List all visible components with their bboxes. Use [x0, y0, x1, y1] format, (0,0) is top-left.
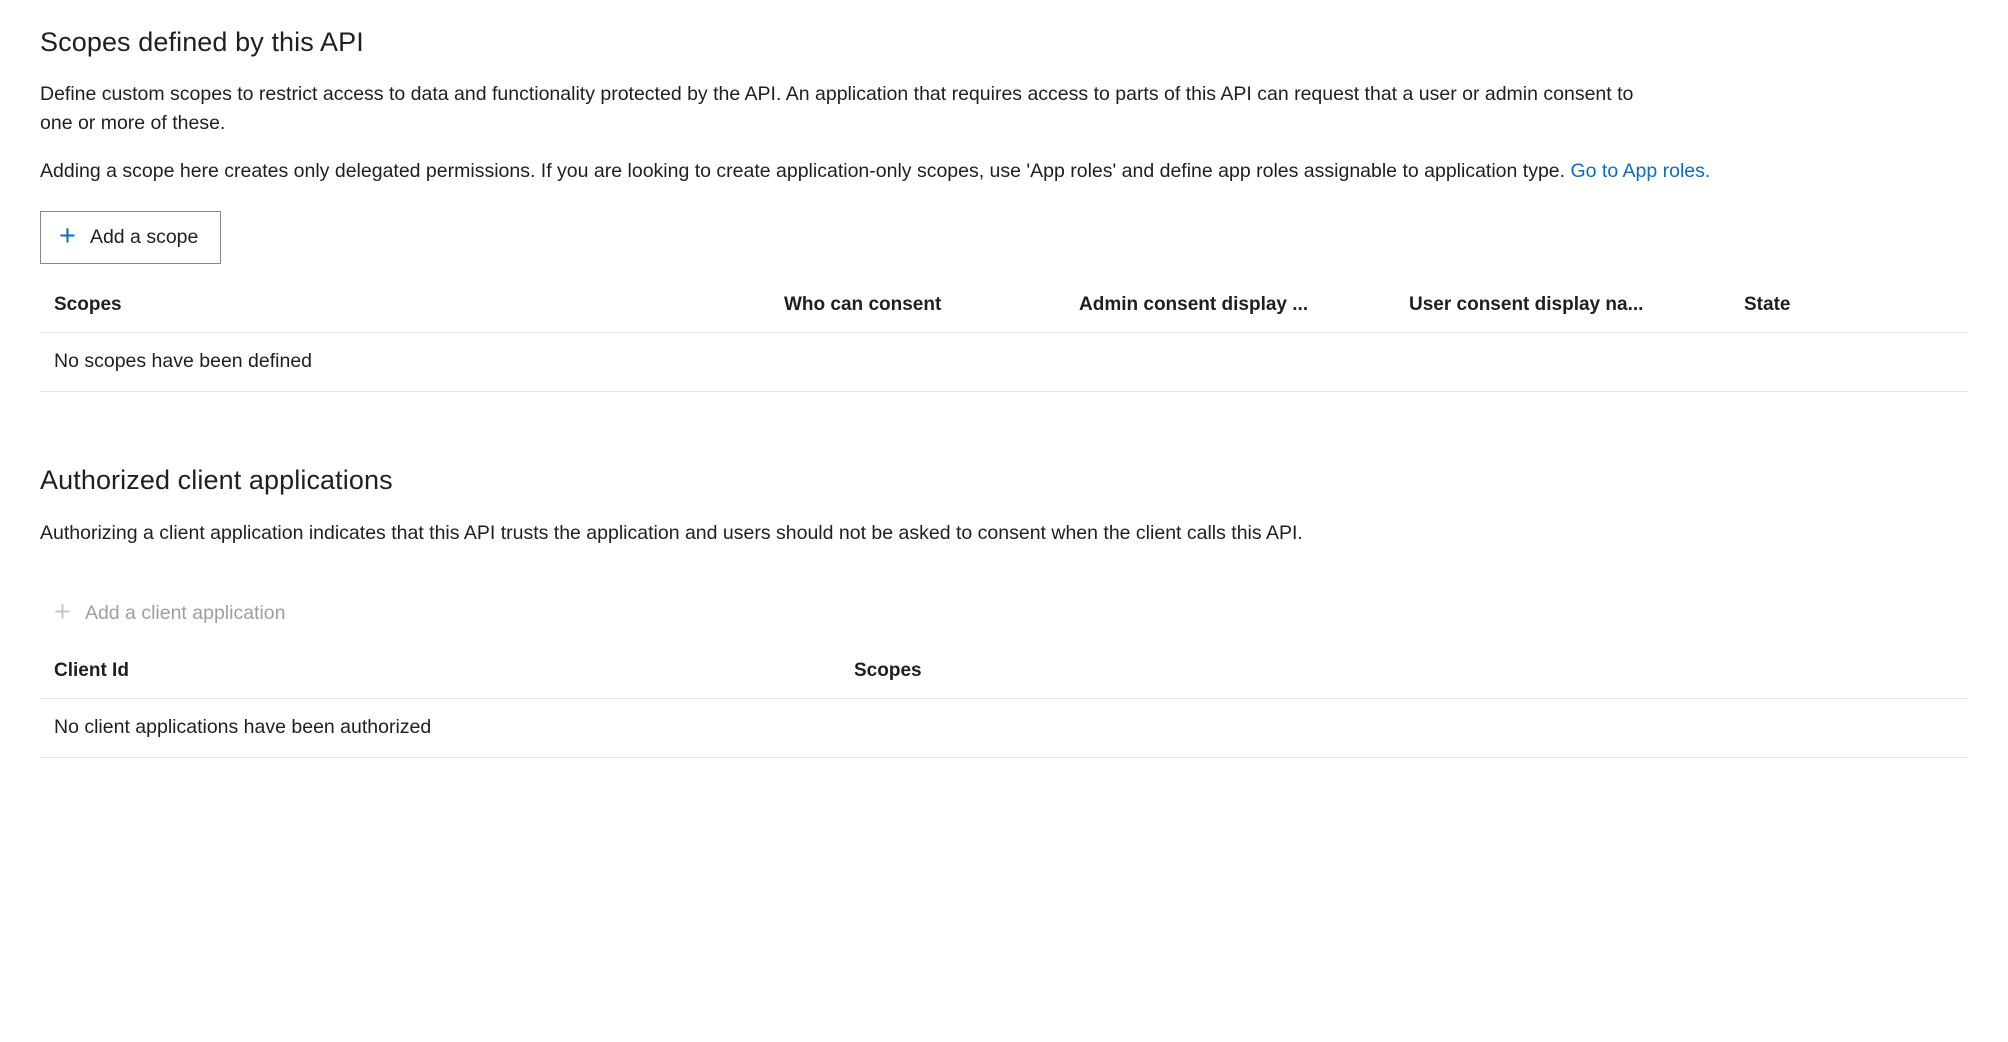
authorized-clients-section-title: Authorized client applications [40, 465, 393, 496]
add-a-client-application-button[interactable] [40, 589, 300, 638]
column-header-state[interactable]: State [1730, 286, 1968, 333]
add-a-client-application-label: Add a client application [84, 601, 286, 624]
column-header-client-id[interactable]: Client Id [40, 652, 840, 699]
add-a-scope-button[interactable] [40, 211, 221, 264]
add-a-scope-label: Add a scope [89, 225, 199, 248]
clients-empty-row [40, 698, 1968, 757]
scopes-table-header-row [40, 286, 1968, 333]
clients-empty-message: No client applications have been authorized [40, 698, 1968, 757]
column-header-user-consent-display-name[interactable]: User consent display na... [1395, 286, 1730, 333]
plus-icon: + [54, 595, 71, 628]
column-header-admin-consent-display-name[interactable]: Admin consent display ... [1065, 286, 1395, 333]
column-header-who-can-consent[interactable]: Who can consent [770, 286, 1065, 333]
authorized-clients-description: Authorizing a client application indicates that this API trusts the application and users should not be asked to consent when the client calls this API. [40, 521, 1303, 544]
clients-table-header-row [40, 652, 1968, 699]
scopes-section-title: Scopes defined by this API [40, 27, 364, 57]
scopes-description-primary: Define custom scopes to restrict access to data and functionality protected by the API. An application that requires access to parts of this API can request that a user or admin consent to one or more of these. [40, 83, 1634, 134]
go-to-app-roles-link[interactable]: Go to App roles. [1570, 159, 1711, 182]
column-header-client-scopes[interactable]: Scopes [840, 652, 1968, 699]
scopes-empty-message: No scopes have been defined [40, 333, 1968, 392]
column-header-scopes[interactable]: Scopes [40, 286, 770, 333]
plus-icon: + [59, 220, 76, 253]
scopes-table [40, 286, 1968, 392]
section-spacer [40, 392, 1968, 464]
scopes-description-secondary [40, 157, 1968, 185]
scopes-empty-row [40, 333, 1968, 392]
scopes-description-secondary-text: Adding a scope here creates only delegated permissions. If you are looking to create application-only scopes, use 'App roles' and define app roles assignable to application type. [40, 159, 1571, 182]
authorized-clients-table [40, 652, 1968, 758]
